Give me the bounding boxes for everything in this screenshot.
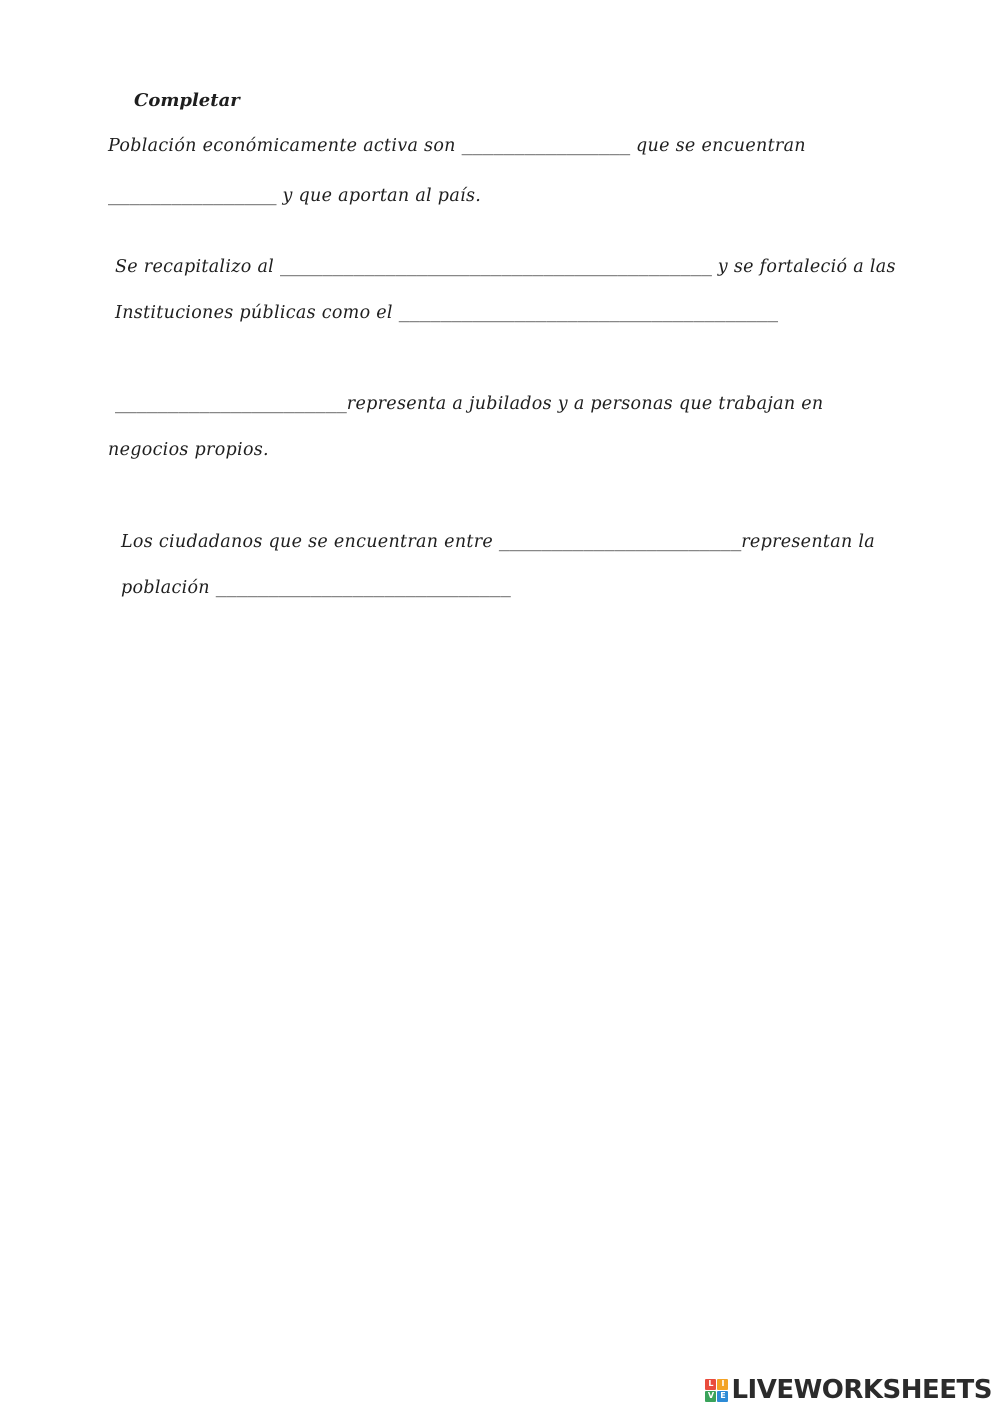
exercise-1-line-2 [108, 186, 481, 206]
exercise-4-line-1 [121, 532, 875, 552]
logo-text: LIVEWORKSHEETS [731, 1375, 992, 1405]
text-segment: y que aportan al país. [276, 186, 482, 206]
exercise-3-line-1 [115, 394, 824, 414]
text-segment: que se encuentran [630, 136, 806, 156]
exercise-4-line-2 [121, 578, 511, 598]
text-segment: Población económicamente activa son [108, 136, 462, 156]
logo-letter: V [705, 1391, 716, 1402]
liveworksheets-logo [705, 1375, 992, 1405]
text-segment: Los ciudadanos que se encuentran entre [121, 532, 499, 552]
fill-blank[interactable]: _________________________________________ [279, 257, 712, 277]
fill-blank[interactable]: ________________ [108, 186, 277, 206]
fill-blank[interactable]: _______________________ [498, 532, 742, 552]
text-segment: y se fortaleció a las [711, 257, 896, 277]
exercise-2-line-1 [115, 257, 896, 277]
logo-letter: I [717, 1379, 728, 1390]
logo-letter: L [705, 1379, 716, 1390]
logo-letter: E [717, 1391, 728, 1402]
fill-blank[interactable]: ____________________________ [215, 578, 511, 598]
text-segment: representan la [741, 532, 876, 552]
exercise-1-line-1 [108, 136, 806, 156]
text-segment: Se recapitalizo al [115, 257, 280, 277]
fill-blank[interactable]: ________________ [461, 136, 631, 156]
exercise-3-line-2 [108, 440, 269, 460]
text-segment: Instituciones públicas como el [115, 303, 399, 323]
text-segment: población [121, 578, 216, 598]
text-segment: representa a jubilados y a personas que trabajan en [346, 394, 824, 414]
worksheet-title: Completar [134, 90, 240, 111]
text-segment: negocios propios. [108, 440, 269, 460]
fill-blank[interactable]: ____________________________________ [398, 303, 778, 323]
fill-blank[interactable]: ______________________ [115, 394, 347, 414]
logo-mark-icon [705, 1379, 728, 1402]
exercise-2-line-2 [115, 303, 778, 323]
